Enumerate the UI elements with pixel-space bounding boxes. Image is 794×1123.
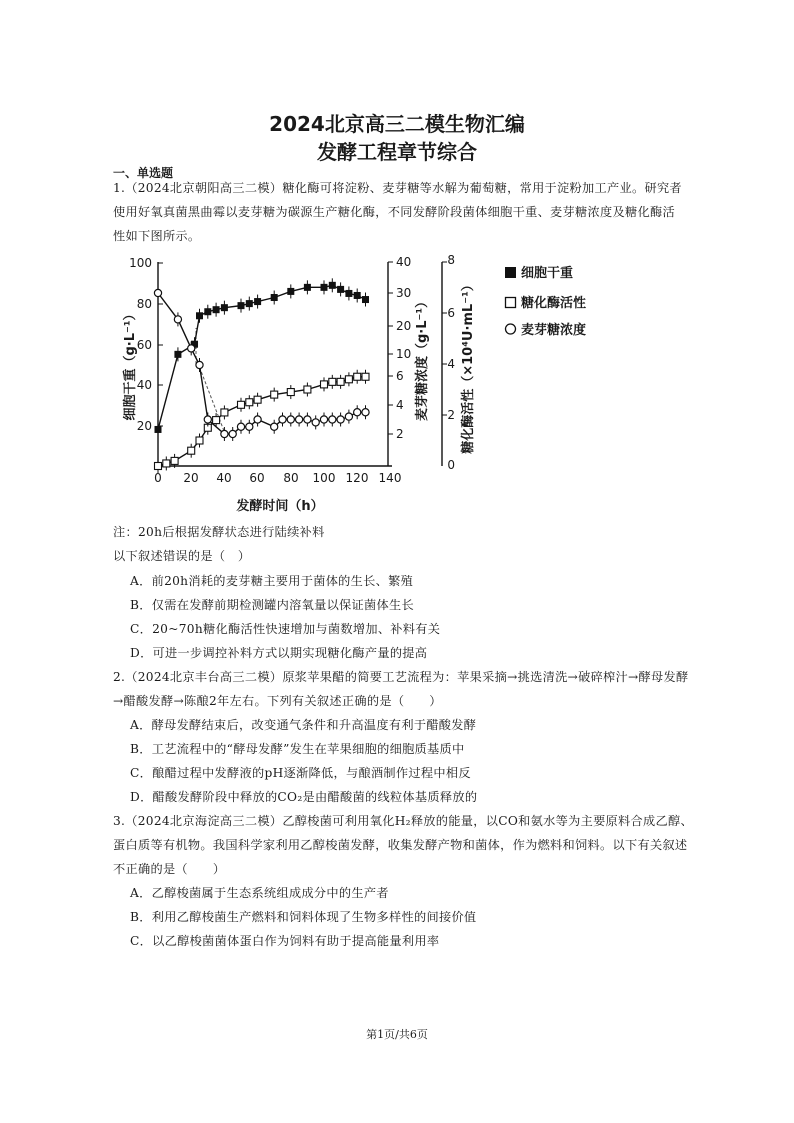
- data-point-filled-square: [196, 312, 203, 319]
- mid-tick-label: 30: [396, 286, 412, 300]
- data-point-open-circle: [287, 416, 294, 423]
- data-point-open-square: [196, 437, 203, 444]
- mid-tick-label: 20: [396, 319, 412, 333]
- data-point-filled-square: [174, 351, 181, 358]
- left-axis-label: 细胞干重（g·L⁻¹）: [123, 307, 138, 421]
- question-2-option: D．醋酸发酵阶段中释放的CO₂是由醋酸菌的线粒体基质释放的: [130, 790, 478, 804]
- mid-tick-label: 10: [396, 347, 412, 361]
- data-point-open-square: [304, 386, 311, 393]
- data-point-open-square: [155, 463, 162, 470]
- data-point-open-square: [171, 457, 178, 464]
- mid-tick-label: 6: [396, 369, 404, 383]
- data-point-open-circle: [362, 409, 369, 416]
- question-1-option: D．可进一步调控补料方式以期实现糖化酶产量的提高: [130, 646, 428, 660]
- series-line-filled-square: [158, 285, 366, 429]
- data-point-open-circle: [337, 416, 344, 423]
- data-point-open-circle: [229, 430, 236, 437]
- data-point-open-square: [354, 373, 361, 380]
- dashed-guide: [196, 328, 224, 431]
- question-3-stem-line: 蛋白质等有机物。我国科学家利用乙醇梭菌发酵，收集发酵产物和菌体，作为燃料和饲料。以下有关叙述: [113, 838, 688, 852]
- question-3-option: A．乙醇梭菌属于生态系统组成成分中的生产者: [130, 886, 389, 900]
- data-point-open-circle: [354, 409, 361, 416]
- question-2-stem-line: →醋酸发酵→陈酿2年左右。下列有关叙述正确的是（ ）: [113, 694, 442, 708]
- data-point-open-square: [238, 401, 245, 408]
- data-point-filled-square: [329, 282, 336, 289]
- right-tick-label: 0: [447, 458, 455, 472]
- left-tick-label: 60: [136, 338, 152, 352]
- x-tick-label: 100: [312, 471, 336, 485]
- data-point-filled-square: [337, 286, 344, 293]
- x-tick-label: 0: [154, 471, 162, 485]
- middle-axis-label: 麦芽糖浓度（g·L⁻¹）: [415, 294, 430, 422]
- fermentation-chart: [100, 248, 620, 520]
- data-point-filled-square: [221, 304, 228, 311]
- question-1-stem: 1.（2024北京朝阳高三二模）糖化酶可将淀粉、麦芽糖等水解为葡萄糖，常用于淀粉加工产业。研究者使用好氧真菌黑曲霉以麦芽糖为碳源生产糖化酶，不同发酵阶段菌体细胞干重、麦芽糖浓度及糖化酶活性如下图所示。: [113, 181, 682, 243]
- data-point-open-square: [337, 378, 344, 385]
- question-1-option: A．前20h消耗的麦芽糖主要用于菌体的生长、繁殖: [130, 574, 414, 588]
- middle-axis-ticks: [388, 255, 411, 441]
- legend-swatch-open-square: [506, 298, 516, 308]
- data-point-open-square: [221, 409, 228, 416]
- x-axis-ticks: [154, 471, 401, 485]
- data-point-open-square: [271, 391, 278, 398]
- data-point-open-circle: [304, 416, 311, 423]
- data-point-open-circle: [296, 416, 303, 423]
- data-point-open-square: [246, 399, 253, 406]
- left-tick-label: 100: [129, 256, 152, 270]
- document-subtitle: 发酵工程章节综合: [317, 140, 477, 164]
- data-point-open-circle: [271, 423, 278, 430]
- question-2-option: A．酵母发酵结束后，改变通气条件和升高温度有利于醋酸发酵: [130, 718, 477, 732]
- question-2-option: C．酿醋过程中发酵液的pH逐渐降低，与酿酒制作过程中相反: [130, 766, 471, 780]
- data-point-open-circle: [154, 289, 161, 296]
- data-point-filled-square: [155, 426, 162, 433]
- question-3-stem-line: 不正确的是（ ）: [113, 862, 226, 876]
- data-point-open-square: [213, 417, 220, 424]
- data-point-open-square: [329, 378, 336, 385]
- data-point-open-square: [287, 389, 294, 396]
- right-tick-label: 4: [447, 357, 455, 371]
- data-point-open-circle: [204, 416, 211, 423]
- data-point-filled-square: [362, 296, 369, 303]
- x-tick-label: 120: [345, 471, 369, 485]
- data-point-open-circle: [188, 345, 195, 352]
- question-3-option: B．利用乙醇梭菌生产燃料和饲料体现了生物多样性的间接价值: [130, 910, 477, 924]
- x-tick-label: 60: [249, 471, 265, 485]
- legend-label: 细胞干重: [521, 266, 574, 281]
- data-point-open-circle: [312, 419, 319, 426]
- left-tick-label: 20: [136, 419, 152, 433]
- x-axis-label: 发酵时间（h）: [236, 499, 324, 514]
- legend-swatch-open-circle: [506, 324, 516, 334]
- data-point-open-circle: [196, 361, 203, 368]
- x-tick-label: 20: [183, 471, 199, 485]
- data-point-filled-square: [354, 292, 361, 299]
- page-footer: 第1页/共6页: [366, 1028, 428, 1041]
- data-point-open-square: [163, 460, 170, 467]
- data-point-filled-square: [246, 300, 253, 307]
- data-point-filled-square: [271, 294, 278, 301]
- data-point-open-square: [345, 376, 352, 383]
- data-point-open-square: [362, 373, 369, 380]
- right-tick-label: 6: [447, 306, 455, 320]
- question-1-option: C．20~70h糖化酶活性快速增加与菌数增加、补料有关: [130, 622, 441, 636]
- data-point-open-square: [321, 381, 328, 388]
- data-point-open-circle: [174, 316, 181, 323]
- data-point-open-circle: [237, 423, 244, 430]
- x-tick-label: 140: [378, 471, 402, 485]
- chart-note: 注：20h后根据发酵状态进行陆续补料: [113, 525, 325, 539]
- data-point-open-circle: [320, 416, 327, 423]
- question-1-option: B．仅需在发酵前期检测罐内溶氧量以保证菌体生长: [130, 598, 414, 612]
- section-heading: 一、单选题: [113, 166, 174, 180]
- right-tick-label: 2: [447, 408, 455, 422]
- data-point-open-circle: [345, 413, 352, 420]
- question-3-stem-line: 3.（2024北京海淀高三二模）乙醇梭菌可利用氧化H₂释放的能量，以CO和氨水等为主要原料合成乙醇、: [113, 814, 693, 828]
- question-1-prompt: 以下叙述错误的是（ ）: [113, 549, 251, 563]
- series-line-open-circle: [158, 293, 366, 434]
- x-tick-label: 80: [283, 471, 299, 485]
- left-tick-label: 80: [136, 297, 152, 311]
- legend-label: 麦芽糖浓度: [521, 323, 587, 338]
- data-point-filled-square: [254, 298, 261, 305]
- mid-tick-label: 40: [396, 255, 412, 269]
- right-tick-label: 8: [447, 253, 455, 267]
- data-point-open-circle: [329, 416, 336, 423]
- data-point-filled-square: [213, 306, 220, 313]
- data-point-open-square: [188, 447, 195, 454]
- mid-tick-label: 2: [396, 427, 404, 441]
- data-point-filled-square: [321, 284, 328, 291]
- question-2-option: B．工艺流程中的“酵母发酵”发生在苹果细胞的细胞质基质中: [130, 742, 465, 756]
- data-point-open-circle: [246, 423, 253, 430]
- data-point-filled-square: [238, 302, 245, 309]
- data-point-open-square: [254, 396, 261, 403]
- right-axis-ticks: [442, 253, 455, 472]
- chart-series: [154, 278, 369, 473]
- document-title: 2024北京高三二模生物汇编: [269, 112, 525, 136]
- chart-legend: [505, 265, 586, 338]
- question-2-stem-line: 2.（2024北京丰台高三二模）原浆苹果醋的简要工艺流程为：苹果采摘→挑选清洗→破碎榨汁→酵母发酵: [113, 670, 689, 684]
- data-point-filled-square: [304, 284, 311, 291]
- data-point-filled-square: [345, 290, 352, 297]
- legend-swatch-filled-square: [505, 267, 516, 278]
- data-point-open-circle: [254, 416, 261, 423]
- data-point-open-circle: [221, 430, 228, 437]
- mid-tick-label: 4: [396, 398, 404, 412]
- question-3-option: C．以乙醇梭菌菌体蛋白作为饲料有助于提高能量利用率: [130, 934, 440, 948]
- data-point-open-circle: [279, 416, 286, 423]
- x-tick-label: 40: [216, 471, 232, 485]
- data-point-filled-square: [287, 288, 294, 295]
- left-tick-label: 40: [136, 378, 152, 392]
- right-axis-label: 糖化酶活性（×10⁴U·mL⁻¹）: [461, 278, 476, 454]
- data-point-filled-square: [204, 308, 211, 315]
- legend-label: 糖化酶活性: [521, 296, 587, 311]
